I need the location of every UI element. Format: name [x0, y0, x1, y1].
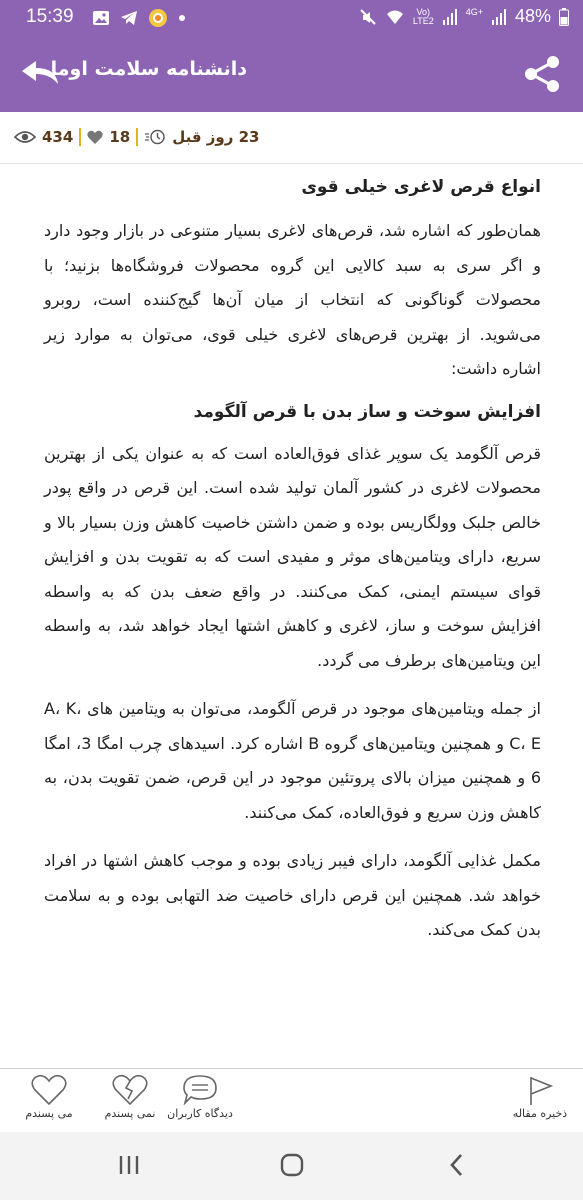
article-paragraph: همان‌طور که اشاره شد، قرص‌های لاغری بسیار متنوعی در بازار وجود دارد و اگر سری به سبد کالایی این گروه محصولات فروشگاه‌ها بزنید؛ با محصولات گوناگونی که انتخاب از میان آن‌ها گیج‌کننده است، روبرو می‌شوید. از بهترین قرص‌های لاغری خیلی قوی، می‌توان به موارد زیر اشاره داشت:: [44, 221, 541, 378]
heart-icon: [87, 130, 103, 145]
dislike-label: نمی پسندم: [104, 1107, 156, 1120]
meta-separator: [79, 128, 81, 146]
telegram-icon: [120, 10, 138, 26]
flag-icon: [521, 1073, 559, 1107]
eye-icon: [14, 130, 36, 144]
meta-separator: [136, 128, 138, 146]
article-paragraph: قرص آلگومد یک سوپر غذای فوق‌العاده است که به عنوان یکی از بهترین محصولات لاغری در کشور آلمان تولید شده است. این قرص در واقع پودر خالص جلبک وولگاریس بوده و ضمن داشتن خاصیت کاهش وزن بسیار بالا و سریع، دارای ویتامین‌های موثر و مفیدی است که به تقویت بدن و افزایش قوای سیستم ایمنی، کمک می‌کنند. در واقع ضعف بدن که به واسطه افزایش سوخت و ساز، لاغری و کاهش اشتها ایجاد خواهد شد، به واسطه این ویتامین‌های برطرف می گردد.: [44, 443, 541, 670]
app-title: دانشنامه سلامت اوما: [50, 58, 247, 80]
battery-icon: [559, 8, 569, 26]
comment-icon: [181, 1073, 219, 1107]
save-article-label: ذخیره مقاله: [512, 1107, 568, 1120]
app-bar: [0, 34, 583, 112]
article-body: [0, 164, 583, 1068]
article-date: 23 روز قبل: [172, 128, 260, 146]
article-paragraph: مکمل غذایی آلگومد، دارای فیبر زیادی بوده و موجب کاهش اشتها در افراد خواهد شد. همچنین این قرص دارای خاصیت ضد التهابی بوده و به سلامت بدن کمک می‌کند.: [44, 851, 541, 939]
clock-icon: [144, 129, 166, 145]
chrome-icon: [148, 8, 168, 28]
action-bar: [0, 1068, 583, 1132]
like-label: می پسندم: [25, 1107, 73, 1120]
status-time: 15:39: [26, 6, 74, 27]
battery-percent: 48%: [514, 6, 551, 26]
comments-label: دیدگاه کاربران: [167, 1107, 233, 1120]
comments-button[interactable]: [165, 1073, 235, 1120]
wifi-icon: [385, 8, 405, 26]
mute-icon: [359, 8, 377, 26]
signal-icon-2: [491, 8, 507, 26]
status-bar: [0, 0, 583, 34]
views-count: 434: [42, 128, 74, 146]
back-nav-icon[interactable]: [444, 1152, 470, 1178]
article-paragraph: از جمله ویتامین‌های موجود در قرص آلگومد، می‌توان به ویتامین های A، K، C، E و همچنین ویتامین‌های گروه B اشاره کرد. اسیدهای چرب امگا 3، امگا 6 و همچنین میزان بالای پروتئین موجود در این قرص، ضمن تقویت بدن، به کاهش وزن سریع و فوق‌العاده، کمک می‌کنند.: [44, 699, 542, 822]
dot-icon: [178, 14, 186, 22]
4g-indicator: 4G+: [465, 6, 483, 17]
heart-outline-icon: [30, 1073, 68, 1107]
lte-indicator: Vo) LTE2: [412, 6, 434, 26]
share-button[interactable]: [521, 54, 565, 94]
dislike-button[interactable]: [95, 1073, 165, 1120]
image-icon: [92, 10, 110, 26]
likes-count: 18: [109, 128, 131, 146]
recent-apps-icon[interactable]: [116, 1152, 142, 1178]
broken-heart-icon: [111, 1073, 149, 1107]
article-meta: [0, 112, 583, 164]
home-icon[interactable]: [279, 1152, 305, 1178]
article-heading: انواع قرص لاغری خیلی قوی: [301, 177, 541, 197]
article-subheading: افزایش سوخت و ساز بدن با قرص آلگومد: [193, 401, 541, 422]
like-button[interactable]: [14, 1073, 84, 1120]
signal-icon: [442, 8, 458, 26]
save-article-button[interactable]: [505, 1073, 575, 1120]
share-icon: [521, 54, 565, 94]
system-nav-bar: [0, 1132, 583, 1200]
